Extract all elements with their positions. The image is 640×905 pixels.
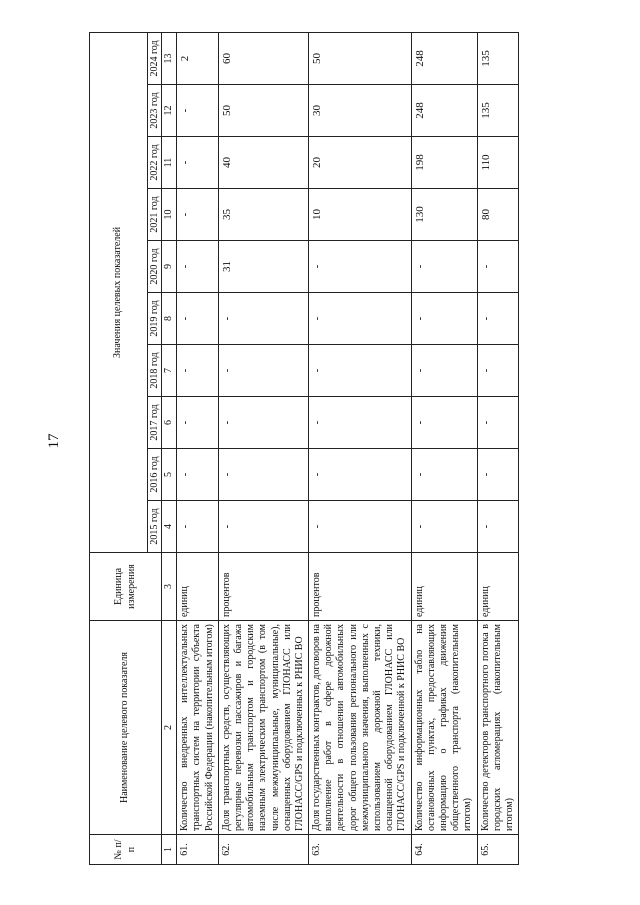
indicator-value: -	[218, 345, 308, 397]
indicator-unit: процентов	[309, 553, 412, 621]
indicator-value: 248	[411, 32, 477, 84]
header-year: 2019 год	[148, 293, 162, 345]
indicator-value: -	[411, 501, 477, 553]
header-year: 2018 год	[148, 345, 162, 397]
indicator-value: 198	[411, 137, 477, 189]
page-number: 17	[46, 433, 62, 449]
indicator-value: -	[411, 241, 477, 293]
column-index: 11	[162, 137, 177, 189]
column-index: 2	[162, 621, 177, 835]
column-index: 8	[162, 293, 177, 345]
indicator-value: -	[411, 449, 477, 501]
indicator-value: 30	[309, 85, 412, 137]
header-year: 2023 год	[148, 85, 162, 137]
table-row	[177, 32, 219, 864]
indicator-value: 130	[411, 189, 477, 241]
indicator-value: -	[309, 501, 412, 553]
indicator-value: -	[218, 293, 308, 345]
header-num: № п/п	[90, 835, 162, 865]
header-year: 2021 год	[148, 189, 162, 241]
indicator-name: Количество внедренных интеллектуальных транспортных систем на территории субъекта Российской Федерации (накопительным итогом)	[177, 621, 219, 835]
indicator-value: -	[177, 137, 219, 189]
indicator-value: -	[411, 345, 477, 397]
indicator-value: -	[477, 293, 519, 345]
indicator-value: 35	[218, 189, 308, 241]
indicator-value: -	[177, 345, 219, 397]
header-values: Значения целевых показателей	[90, 32, 148, 552]
header-year: 2015 год	[148, 501, 162, 553]
column-index: 6	[162, 397, 177, 449]
column-index: 13	[162, 32, 177, 84]
table-body	[177, 32, 519, 864]
indicator-value: 31	[218, 241, 308, 293]
indicator-value: -	[177, 189, 219, 241]
header-year: 2020 год	[148, 241, 162, 293]
rotated-table-container	[89, 33, 621, 865]
indicator-value: 50	[218, 85, 308, 137]
indicator-value: -	[309, 397, 412, 449]
indicator-value: -	[477, 397, 519, 449]
indicator-value: 80	[477, 189, 519, 241]
indicator-value: -	[177, 501, 219, 553]
indicator-value: 2	[177, 32, 219, 84]
indicator-name: Количество информационных табло на остановочных пунктах, предоставляющих информацию о графиках движения общественного транспорта (накопительным итогом)	[411, 621, 477, 835]
indicator-value: -	[218, 397, 308, 449]
indicator-value: -	[177, 85, 219, 137]
indicator-value: -	[477, 241, 519, 293]
indicator-unit: единиц	[177, 553, 219, 621]
indicator-value: -	[177, 449, 219, 501]
target-indicators-table	[89, 32, 519, 865]
column-index: 10	[162, 189, 177, 241]
indicator-value: -	[309, 293, 412, 345]
indicator-value: 10	[309, 189, 412, 241]
indicator-name: Количество детекторов транспортного потока в городских агломерациях (накопительным итогом)	[477, 621, 519, 835]
indicator-unit: единиц	[477, 553, 519, 621]
row-number: 64.	[411, 835, 477, 865]
indicator-value: -	[411, 397, 477, 449]
table-row	[218, 32, 308, 864]
indicator-value: 135	[477, 85, 519, 137]
header-name: Наименование целевого показателя	[90, 621, 162, 835]
indicator-value: 60	[218, 32, 308, 84]
row-number: 63.	[309, 835, 412, 865]
table-row	[477, 32, 519, 864]
indicator-unit: процентов	[218, 553, 308, 621]
indicator-value: 50	[309, 32, 412, 84]
indicator-value: -	[309, 449, 412, 501]
column-index: 5	[162, 449, 177, 501]
column-index: 4	[162, 501, 177, 553]
indicator-value: 40	[218, 137, 308, 189]
row-number: 65.	[477, 835, 519, 865]
table-row	[309, 32, 412, 864]
column-index: 12	[162, 85, 177, 137]
indicator-value: 248	[411, 85, 477, 137]
indicator-value: 135	[477, 32, 519, 84]
header-unit: Единица измерения	[90, 553, 162, 621]
table-row	[411, 32, 477, 864]
column-index: 9	[162, 241, 177, 293]
indicator-name: Доля государственных контрактов, договоров на выполнение работ в сфере дорожной деятельности в отношении автомобильных дорог общего пользования регионального или межмуниципального значения, выполненных с использованием дорожной техники, оснащенной оборудованием ГЛОНАСС или ГЛОНАСС/GPS и подключенной к РНИС ВО	[309, 621, 412, 835]
column-index: 7	[162, 345, 177, 397]
header-year: 2024 год	[148, 32, 162, 84]
indicator-value: -	[477, 449, 519, 501]
header-year: 2017 год	[148, 397, 162, 449]
indicator-value: -	[309, 241, 412, 293]
header-year: 2022 год	[148, 137, 162, 189]
indicator-value: -	[177, 241, 219, 293]
indicator-value: 20	[309, 137, 412, 189]
column-index: 1	[162, 835, 177, 865]
row-number: 61.	[177, 835, 219, 865]
indicator-value: -	[218, 501, 308, 553]
index-row	[162, 32, 177, 864]
indicator-value: -	[218, 449, 308, 501]
indicator-value: -	[477, 501, 519, 553]
row-number: 62.	[218, 835, 308, 865]
indicator-name: Доля транспортных средств, осуществляющих регулярные перевозки пассажиров и багажа автомобильным транспортом и городским наземным электрическим транспортом (в том числе межмуниципальные, муниципальные), оснащенных оборудованием ГЛОНАСС или ГЛОНАСС/GPS и подключенных к РНИС ВО	[218, 621, 308, 835]
column-index: 3	[162, 553, 177, 621]
indicator-value: -	[177, 293, 219, 345]
indicator-value: -	[411, 293, 477, 345]
indicator-value: -	[309, 345, 412, 397]
indicator-value: 110	[477, 137, 519, 189]
indicator-unit: единиц	[411, 553, 477, 621]
indicator-value: -	[177, 397, 219, 449]
header-year: 2016 год	[148, 449, 162, 501]
indicator-value: -	[477, 345, 519, 397]
